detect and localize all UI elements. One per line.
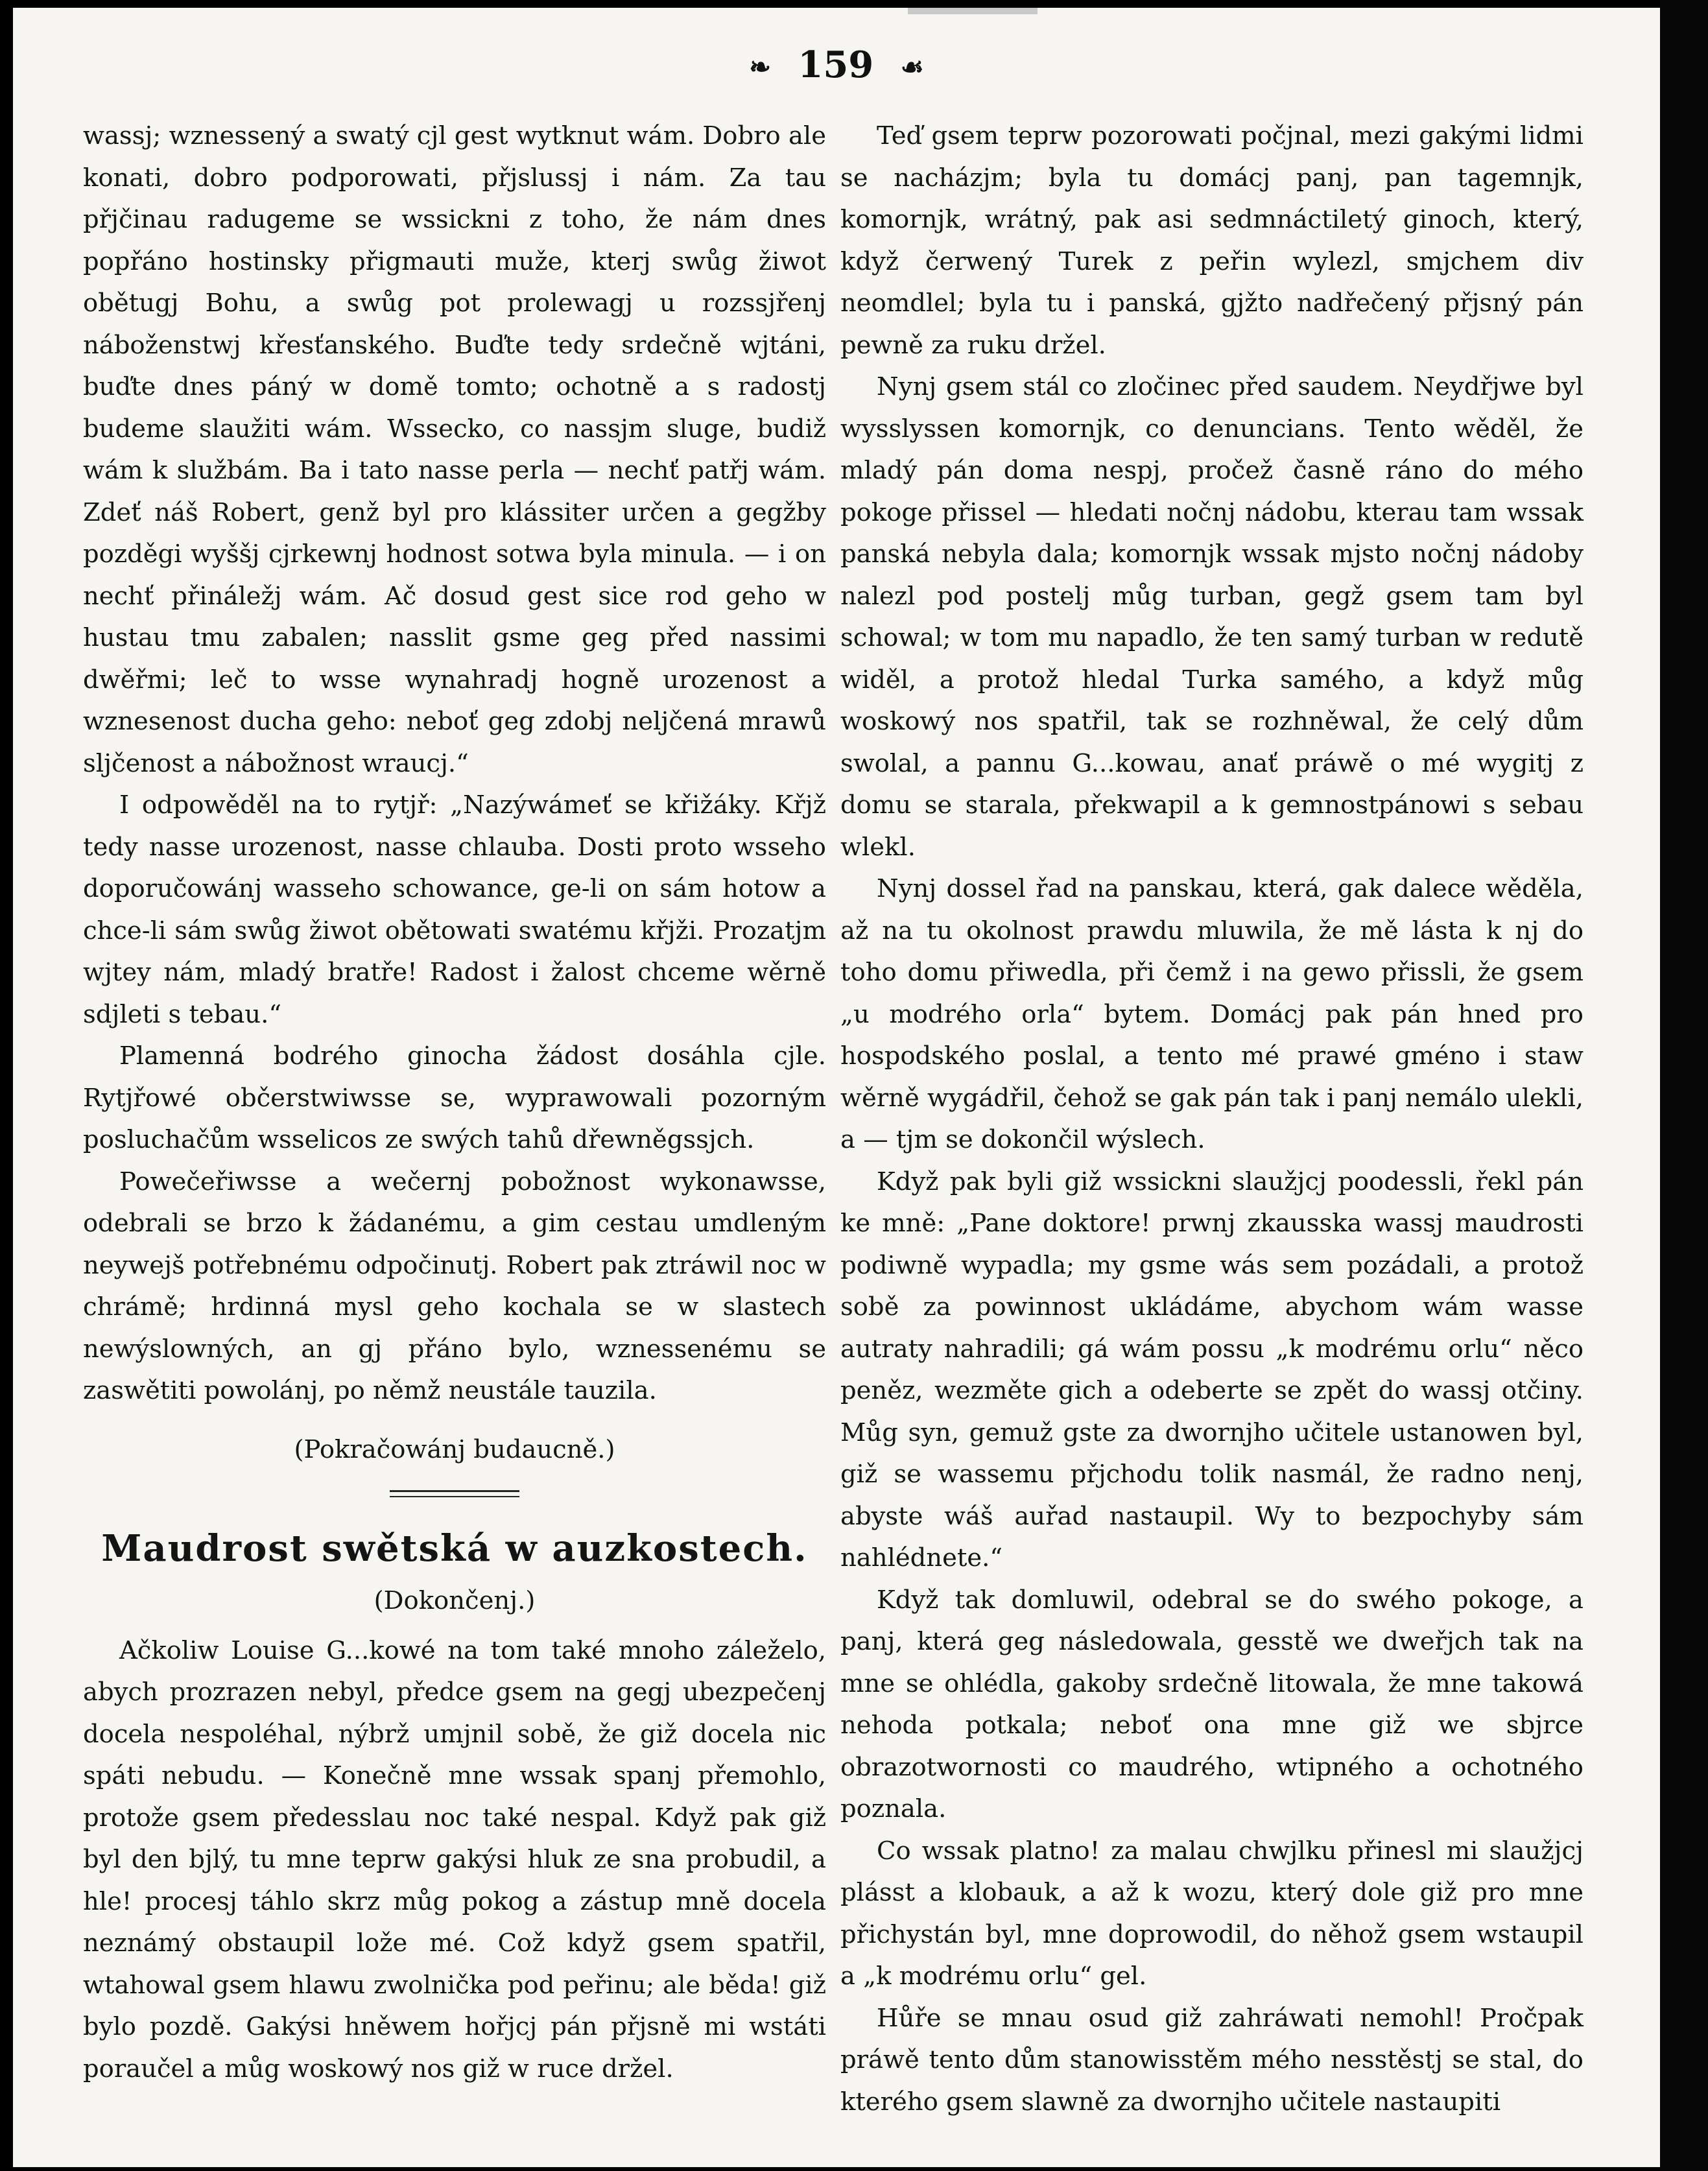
paragraph: Když pak byli giž wssickni slaužjcj poodessli, řekl pán ke mně: „Pane doktore! prwnj zkausska wassj maudrosti podiwně wypadla; my gsme wás sem pozádali, a protož sobě za powinnost ukládáme, abychom wám wasse autraty nahradili; gá wám possu „k modrému orlu“ něco peněz, wezměte gich a odeberte se zpět do wassj otčiny. Můg syn, gemuž gste za dwornjho učitele ustanowen byl, giž se wassemu přjchodu tolik nasmál, že radno nenj, abyste wáš auřad nastaupil. Wy to bezpochyby sám nahlédnete.“ bbox=[840, 1167, 1583, 1572]
paragraph: Když tak domluwil, odebral se do swého pokoge, a panj, která geg následowala, gesstě we dweřjch tak na mne se ohlédla, gakoby srdečně litowala, že mne takowá nehoda potkala; neboť ona mne giž we sbjrce obrazotwornosti co maudrého, wtipného a ochotného poznala. bbox=[840, 1585, 1583, 1823]
scan-border bbox=[1660, 0, 1708, 2171]
article-subtitle: (Dokončenj.) bbox=[374, 1586, 536, 1615]
page-fold-mark bbox=[908, 8, 1038, 14]
paragraph: Plamenná bodrého ginocha žádost dosáhla cjle. Rytjřowé občerstwiwsse se, wyprawowali pozorným posluchačům wsselicos ze swých tahů dřewněgssjch. bbox=[83, 1041, 826, 1154]
paragraph: Hůře se mnau osud giž zahráwati nemohl! Pročpak práwě tento dům stanowisstěm mého nesstěstj se stal, do kterého gsem slawně za dwornjho učitele nastaupiti bbox=[840, 2003, 1583, 2117]
paragraph: Teď gsem teprw pozorowati počjnal, mezi gakými lidmi se nacházjm; byla tu domácj panj, pan tagemnjk, komornjk, wrátný, pak asi sedmnáctiletý ginoch, který, když čerwený Turek z peřin wylezl, smjchem div neomdlel; byla tu i panská, gjžto nadřečený přjsný pán pewně za ruku držel. bbox=[840, 121, 1583, 360]
paragraph: wassj; wznessený a swatý cjl gest wytknut wám. Dobro ale konati, dobro podporowati, přjslussj i nám. Za tau přjčinau radugeme se wssickni z toho, že nám dnes popřáno hostinsky přigmauti muže, kterj swůg žiwot obětugj Bohu, a swůg pot prolewagj u rozssjřenj náboženstwj křesťanského. Buďte tedy srdečně wjtáni, buďte dnes páný w domě tomto; ochotně a s radostj budeme slaužiti wám. Wssecko, co nassjm sluge, budiž wám k službám. Ba i tato nasse perla — nechť patřj wám. Zdeť náš Robert, genž byl pro klássiter určen a gegžby pozděgi wyššj cjrkewnj hodnost sotwa byla minula. — i on nechť přináležj wám. Ač dosud gest sice rod geho w hustau tmu zabalen; nasslit gsme geg před nassimi dwěřmi; leč to wsse wynahradj hogně urozenost a wznesenost ducha geho: neboť geg zdobj neljčená mrawů sljčenost a nábožnost wraucj.“ bbox=[83, 121, 826, 778]
paragraph: Ačkoliw Louise G...kowé na tom také mnoho záleželo, abych prozrazen nebyl, předce gsem na gegj ubezpečenj docela nespoléhal, nýbrž umjnil sobě, že giž docela nic spáti nebudu. — Konečně mne wssak spanj přemohlo, protože gsem předesslau noc také nespal. Když pak giž byl den bjlý, tu mne teprw gakýsi hluk ze sna probudil, a hle! procesj táhlo skrz můg pokog a zástup mně docela neznámý obstaupil lože mé. Což když gsem spatřil, wtahowal gsem hlawu zwolnička pod peřinu; ale běda! giž bylo pozdě. Gakýsi hněwem hořjcj pán přjsně mi wstáti poraučel a můg woskowý nos giž w ruce držel. bbox=[83, 1635, 826, 2083]
page-number: 159 bbox=[798, 43, 874, 86]
paragraph: I odpowěděl na to rytjř: „Nazýwámeť se křižáky. Křjž tedy nasse urozenost, nasse chlauba. Dosti proto wsseho doporučowánj wasseho schowance, ge-li on sám hotow a chce-li sám swůg žiwot obětowati swatému křjži. Prozatjm wjtey nám, mladý bratře! Radost i žalost chceme wěrně sdjleti s tebau.“ bbox=[83, 790, 826, 1029]
left-column bbox=[83, 115, 826, 2090]
paragraph: Nynj gsem stál co zločinec před saudem. Neydřjwe byl wysslyssen komornjk, co denuncians. Tento wěděl, že mladý pán doma nespj, pročež časně ráno do mého pokoge přissel — hledati nočnj nádobu, kterau tam wssak panská nebyla dala; komornjk wssak mjsto nočnj nádoby nalezl pod postelj můg turban, gegž gsem tam byl schowal; w tom mu napadlo, že ten samý turban w redutě widěl, a protož hledal Turka samého, a když můg woskowý nos spatřil, tak se rozhněwal, že celý dům swolal, a pannu G...kowau, anať práwě o mé wygitj z domu se starala, překwapil a k gemnostpánowi s sebau wlekl. bbox=[840, 372, 1583, 862]
newspaper-page bbox=[13, 8, 1660, 2167]
continued-note: (Pokračowánj budaucně.) bbox=[294, 1434, 615, 1464]
paragraph: Co wssak platno! za malau chwjlku přinesl mi slaužjcj plásst a klobauk, a až k wozu, který dole giž pro mne přichystán byl, mne doprowodil, do něhož gsem wstaupil a „k modrému orlu“ gel. bbox=[840, 1836, 1583, 1991]
page-header bbox=[13, 45, 1660, 84]
right-column bbox=[840, 115, 1583, 2123]
paragraph: Powečeřiwsse a wečernj pobožnost wykonawsse, odebrali se brzo k žádanému, a gim cestau umdleným neywejš potřebnému odpočinutj. Robert pak ztráwil noc w chrámě; hrdinná mysl geho kochala se w slastech newýslowných, an gj přáno bylo, wznessenému se zaswětiti powolánj, po němž neustále tauzila. bbox=[83, 1167, 826, 1405]
article-title: Maudrost swětská w auzkostech. bbox=[101, 1527, 808, 1570]
paragraph: Nynj dossel řad na panskau, která, gak dalece wěděla, až na tu okolnost prawdu mluwila, že mě lásta k nj do toho domu přiwedla, při čemž i na gewo přissli, že gsem „u modrého orla“ bytem. Domácj pak pán hned pro hospodského poslal, a tento mé prawé gméno i staw wěrně wygádřil, čehož se gak pán tak i panj nemálo ulekli, a — tjm se dokončil wýslech. bbox=[840, 874, 1583, 1154]
section-divider bbox=[390, 1490, 519, 1497]
ornament-left-icon: ❧ bbox=[749, 52, 771, 83]
ornament-right-icon: ☙ bbox=[900, 52, 924, 83]
